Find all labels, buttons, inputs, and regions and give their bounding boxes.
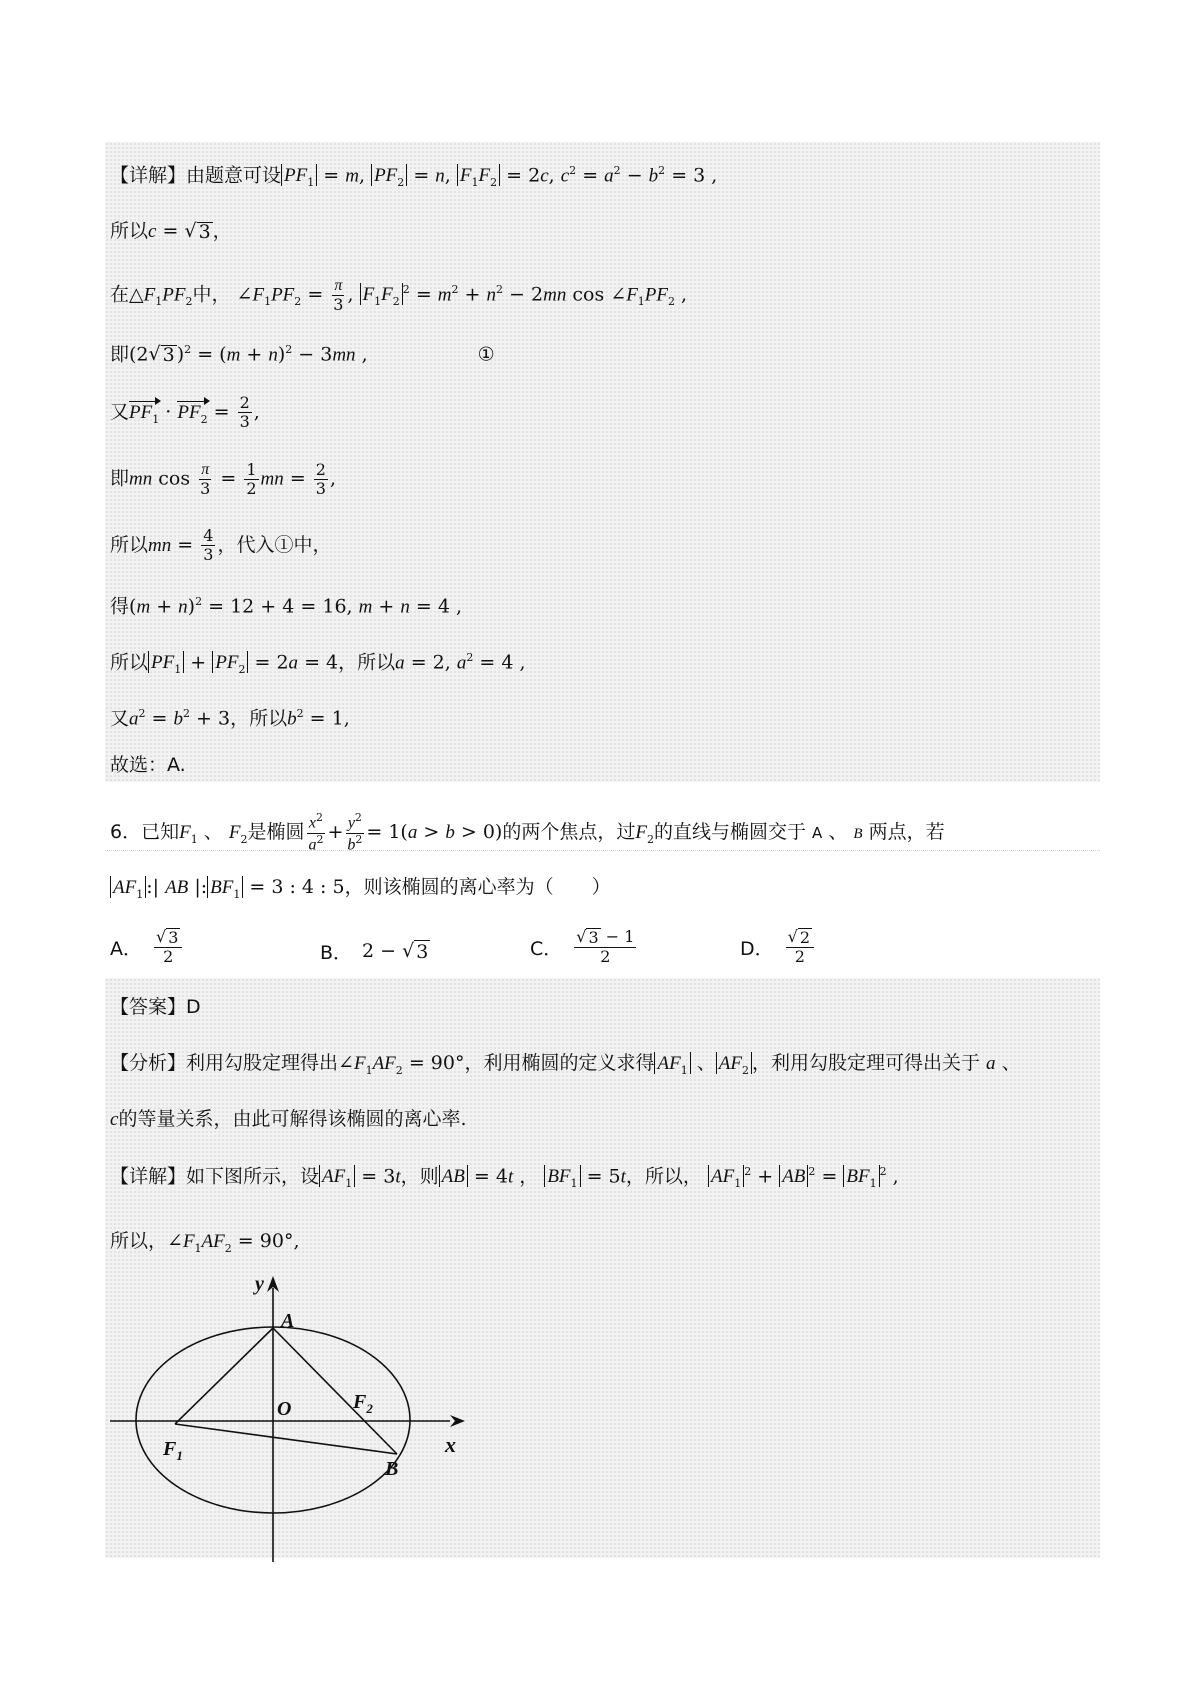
analysis-line2: c的等量关系，由此可解得该椭圆的离心率. (110, 1108, 467, 1130)
detail1-line5: 又$PF_1 \cdot PF_2$ = $\frac{2}{3}$ , (110, 393, 260, 432)
label-a: A (281, 1310, 295, 1332)
label-f1: $F_1$ (163, 1438, 183, 1463)
question6-line2: $AF_1$ :| AB |: $BF_1 = 3$ : 4 : 5，则该椭圆的离心率为（ ） (110, 878, 611, 900)
detail1-line7: 所以mn = $\frac{4}{3}$ ，代入①中， (110, 526, 332, 565)
equation-marker: ① (477, 343, 495, 366)
x-axis-arrow (450, 1415, 465, 1427)
label-f2: $F_2$ (353, 1391, 373, 1416)
answer-value: D (186, 996, 201, 1018)
option-c[interactable]: C． √ 3 − 1 2 (530, 927, 635, 967)
segment-f1-b (175, 1424, 397, 1454)
option-a[interactable]: A． √ 3 2 (110, 928, 184, 967)
detail2-line2: 所以，$\angle F_1AF_2 = 90^\circ$, (110, 1230, 300, 1255)
detail1-line8: 得$(m + n)^2 = 12 + 4 = 16$, m + n = 4 , (110, 595, 463, 618)
analysis-line1: 【分析】利用勾股定理得出$\angle F_1AF_2 = 90^\circ$，利用椭圆的定义求得 $AF_1$ 、 $AF_2$ ，利用勾股定理可得出关于 a 、 (110, 1052, 1021, 1077)
segment-f1-a (175, 1328, 273, 1424)
detail1-line9: 所以 $PF_1 + PF_2 = 2a = 4$，所以a = 2, $a^2 = 4$ , (110, 651, 526, 677)
label-x: x (445, 1432, 456, 1457)
detail1-line6: 即mn cos $\frac{\pi}{3}$ = $\frac{1}{2}$ mn = $\frac{2}{3}$ , (110, 459, 337, 499)
label-o: O (277, 1398, 292, 1420)
option-b[interactable]: B． 2 − √ 3 (320, 940, 429, 964)
detail1-line4: 即(2√ 3 )$^2 = (m + n)^2 - 3mn$ , ① (110, 343, 495, 367)
detail2-line1: 【详解】如下图所示，设 $AF_1 = 3t$，则 AB = 4t ， $BF_1 = 5t$，所以， $AF_1^2$ + AB $^2 = BF_1^2$ , (110, 1165, 899, 1191)
label-y: y (255, 1273, 264, 1295)
label-b: B (385, 1458, 399, 1480)
detail1-line3: 在$\triangle F_1PF_2$中， $\angle F_1PF_2$ = $\frac{\pi}{3}$ , $F_1F_2^2 = m^2 + n^2 - 2mn$ $\cos \angle F_1PF_2$ , (110, 277, 688, 315)
detail1-line10: 又$a^2 = b^2 + 3$，所以$b^2 = 1$, (110, 707, 350, 730)
question-number: 6． (110, 821, 142, 844)
option-d[interactable]: D． √ 2 2 (740, 928, 816, 967)
ellipse-figure (105, 1272, 465, 1572)
detail1-conclusion: 故选：A. (110, 754, 186, 776)
question6-line1: 6．已知$F_1$ 、 $F_2$是椭圆 $\frac{x^2}{a^2}$ + $\frac{y^2}{b^2}$ = 1(a > b > 0)的两个焦点，过$F_2$的直线与椭圆交于 A 、 B 两点，若 (110, 811, 945, 854)
answer-line: 【答案】D (110, 996, 201, 1018)
detail1-line2: 所以c = √ 3 ， (110, 220, 232, 243)
segment-a-b (273, 1328, 397, 1454)
detail-label: 【详解】 (110, 164, 187, 187)
detail1-line1: 【详解】由题意可设 $PF_1 = m$, $PF_2 = n$, $F_1F_2 = 2c$, $c^2 = a^2 - b^2 = 3$ , (110, 164, 718, 190)
